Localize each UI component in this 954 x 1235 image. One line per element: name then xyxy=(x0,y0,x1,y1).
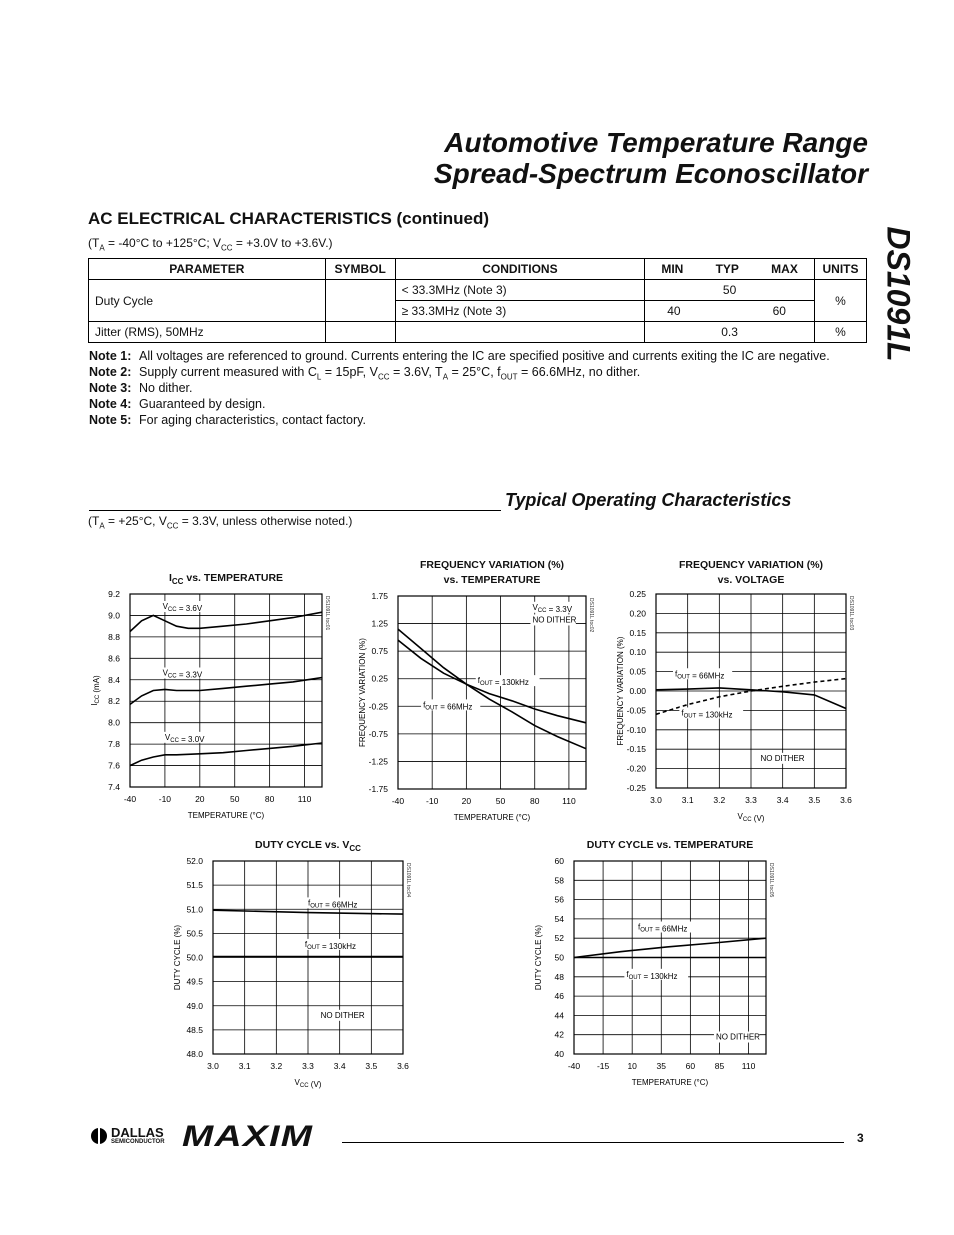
chart-5-x-tick-label: -40 xyxy=(567,1061,581,1071)
chart-3-title: FREQUENCY VARIATION (%) vs. VOLTAGE xyxy=(678,559,824,586)
chart-4-y-tick-label: 52.0 xyxy=(186,856,203,866)
chart-2-x-tick-label: 50 xyxy=(495,796,506,806)
chart-2-y-tick-label: -1.25 xyxy=(368,756,388,767)
dallas-sub: SEMICONDUCTOR xyxy=(111,1139,165,1145)
chart-4-y-tick-label: 49.0 xyxy=(186,1000,203,1011)
chart-1-x-tick-label: 20 xyxy=(195,794,205,804)
chart-5-x-tick-label: 85 xyxy=(714,1061,725,1071)
chart-3-code-label: DS1091L toc03 xyxy=(848,596,854,631)
chart-1-y-tick-label: 8.4 xyxy=(108,674,120,685)
chart-3-y-tick-label: -0.20 xyxy=(626,763,646,774)
cell-typ: 50 xyxy=(645,280,815,301)
chart-1-annotation: $V_{CC} = 3.6V$ xyxy=(162,602,203,614)
chart-5-annotation: $f_{OUT} = 130kHz$ xyxy=(626,969,678,981)
toc-heading: Typical Operating Characteristics xyxy=(505,490,792,510)
note-4: Note 4: Guaranteed by design. xyxy=(89,397,266,411)
chart-5-annotation: $f_{OUT} = 66MHz$ xyxy=(638,922,688,934)
chart-2-y-tick-label: -1.75 xyxy=(368,784,388,794)
chart-1-annotation: $V_{CC} = 3.0V$ xyxy=(164,732,205,744)
chart-2-code-label: DS1091L toc02 xyxy=(588,598,594,633)
chart-1-y-tick-label: 7.6 xyxy=(108,760,120,771)
chart-3-y-tick-label: 0.00 xyxy=(629,686,646,696)
chart-5-y-tick-label: 46 xyxy=(554,991,564,1002)
footer-rule xyxy=(342,1142,844,1143)
chart-2-y-tick-label: 1.25 xyxy=(371,618,388,629)
chart-5-x-tick-label: 60 xyxy=(685,1061,696,1071)
chart-1-annotation: $V_{CC} = 3.3V$ xyxy=(162,668,203,680)
chart-4-title: DUTY CYCLE vs. $V_{CC}$ xyxy=(255,839,361,854)
chart-2-y-axis-label: FREQUENCY VARIATION (%) xyxy=(358,638,367,747)
chart-4-y-tick-label: 51.0 xyxy=(186,904,203,915)
chart-2-series-line xyxy=(398,629,586,749)
chart-1-y-axis-label: $I_{CC}$ (mA) xyxy=(90,675,101,706)
chart-1-x-tick-label: 50 xyxy=(229,794,240,804)
chart-3-y-tick-label: 0.05 xyxy=(629,666,646,677)
chart-2-x-tick-label: -40 xyxy=(391,796,405,806)
chart-1-y-tick-label: 8.6 xyxy=(108,653,120,664)
chart-4-x-tick-label: 3.1 xyxy=(238,1061,251,1071)
chart-4-annotation: $f_{OUT} = 130kHz$ xyxy=(304,939,356,951)
chart-3-y-axis-label: FREQUENCY VARIATION (%) xyxy=(616,636,625,746)
chart-3-y-tick-label: -0.15 xyxy=(626,744,646,755)
chart-1-series-line xyxy=(130,678,322,705)
chart-3-y-tick-label: -0.10 xyxy=(626,724,646,735)
chart-5-annotation: NO DITHER xyxy=(715,1032,760,1042)
chart-4-y-tick-label: 48.5 xyxy=(186,1024,203,1035)
chart-1-code-label: DS1091L toc01 xyxy=(324,596,330,631)
chart-4-y-tick-label: 49.5 xyxy=(186,976,203,987)
chart-1-y-tick-label: 8.0 xyxy=(108,717,120,728)
chart-5-y-tick-label: 54 xyxy=(554,913,564,924)
chart-4-y-tick-label: 51.5 xyxy=(186,880,203,891)
chart-5-code-label: DS1091L toc05 xyxy=(768,863,774,898)
maxim-logo: MAXIM xyxy=(182,1120,314,1153)
chart-2-y-tick-label: -0.25 xyxy=(368,701,388,712)
chart-4-y-tick-label: 50.5 xyxy=(186,928,203,939)
note-2: Note 2: Supply current measured with $C_L = 15pF$, $V_{CC} = 3.6V$, $T_A = 25^\circ C$, $f_{OUT} = 66.6MHz$, no dither. xyxy=(89,365,641,382)
cell-max: 60 xyxy=(772,304,786,318)
chart-5-y-tick-label: 40 xyxy=(554,1049,564,1059)
note-3: Note 3: No dither. xyxy=(89,381,193,395)
chart-4-y-tick-label: 48.0 xyxy=(186,1049,203,1059)
chart-3-y-tick-label: 0.10 xyxy=(629,647,646,658)
cell-conditions: ≥ 33.3MHz (Note 3) xyxy=(395,301,645,322)
chart-2-x-tick-label: 110 xyxy=(562,796,576,806)
chart-4-code-label: DS1091L toc04 xyxy=(405,863,411,898)
chart-5-y-tick-label: 58 xyxy=(554,875,564,886)
chart-3-annotation: $f_{OUT} = 66MHz$ xyxy=(675,669,725,681)
chart-4-annotation: $f_{OUT} = 66MHz$ xyxy=(308,898,358,910)
chart-3-y-tick-label: -0.25 xyxy=(626,783,646,793)
title-line-2: Spread-Spectrum Econoscillator xyxy=(433,158,868,189)
chart-4-x-tick-label: 3.0 xyxy=(207,1061,219,1071)
chart-3-x-tick-label: 3.2 xyxy=(713,795,726,805)
chart-4-x-tick-label: 3.4 xyxy=(333,1061,346,1071)
col-symbol: SYMBOL xyxy=(325,259,395,280)
chart-1-title: $I_{CC}$ vs. TEMPERATURE xyxy=(168,572,284,587)
col-min: MIN xyxy=(661,262,684,276)
cell-typ: 0.3 xyxy=(645,322,815,343)
chart-3-x-axis-label: $V_{CC}$ (V) xyxy=(737,812,765,823)
chart-4-x-axis-label: $V_{CC}$ (V) xyxy=(294,1078,322,1089)
chart-5-y-tick-label: 50 xyxy=(554,952,564,963)
chart-5-x-tick-label: -15 xyxy=(596,1061,610,1071)
chart-2-y-tick-label: 0.25 xyxy=(371,673,388,684)
chart-2-y-tick-label: 1.75 xyxy=(371,591,388,601)
chart-2-annotation: $f_{OUT} = 66MHz$ xyxy=(423,700,473,712)
chart-5-y-tick-label: 60 xyxy=(554,856,564,866)
chart-3-x-tick-label: 3.6 xyxy=(840,795,852,805)
chart-3-x-tick-label: 3.5 xyxy=(808,795,821,805)
col-max: MAX xyxy=(771,262,798,276)
col-typ: TYP xyxy=(715,262,739,276)
chart-3-annotation: $f_{OUT} = 130kHz$ xyxy=(681,708,733,720)
chart-1-y-tick-label: 9.2 xyxy=(108,589,120,599)
chart-1-x-tick-label: -40 xyxy=(123,794,137,804)
chart-3-x-tick-label: 3.4 xyxy=(776,795,789,805)
note-5: Note 5: For aging characteristics, contact factory. xyxy=(89,413,366,427)
chart-1-x-tick-label: 110 xyxy=(297,794,312,804)
chart-1-y-tick-label: 7.8 xyxy=(108,739,120,750)
chart-1-x-tick-label: 80 xyxy=(264,794,275,804)
chart-3-y-tick-label: 0.20 xyxy=(629,608,646,619)
col-parameter: PARAMETER xyxy=(89,259,326,280)
chart-2-x-axis-label: TEMPERATURE (°C) xyxy=(453,813,531,822)
chart-2-annotation: $V_{CC} = 3.3V$ xyxy=(532,602,573,614)
col-units: UNITS xyxy=(814,259,866,280)
cell-units: % xyxy=(814,322,866,343)
cell-min: 40 xyxy=(667,304,681,318)
chart-5-title: DUTY CYCLE vs. TEMPERATURE xyxy=(586,839,754,851)
chart-4-x-tick-label: 3.3 xyxy=(302,1061,314,1071)
cell-parameter: Duty Cycle xyxy=(89,280,326,322)
chart-5-y-tick-label: 48 xyxy=(554,971,564,982)
chart-1-y-tick-label: 8.2 xyxy=(108,696,120,707)
chart-1-y-tick-label: 9.0 xyxy=(108,610,120,621)
chart-4-annotation: NO DITHER xyxy=(320,1010,365,1020)
note-1: Note 1: All voltages are referenced to ground. Currents entering the IC are specified positive and currents exiting the IC are negative. xyxy=(89,349,830,363)
chart-5-y-tick-label: 44 xyxy=(554,1010,564,1021)
chart-4-x-tick-label: 3.2 xyxy=(270,1061,283,1071)
chart-1-x-tick-label: -10 xyxy=(158,794,172,804)
chart-5-x-tick-label: 110 xyxy=(741,1061,756,1071)
chart-5-y-tick-label: 42 xyxy=(554,1029,564,1040)
chart-3-y-tick-label: 0.15 xyxy=(629,627,646,638)
chart-4-y-tick-label: 50.0 xyxy=(186,952,203,963)
chart-3-y-tick-label: -0.05 xyxy=(626,705,646,716)
chart-5-y-axis-label: DUTY CYCLE (%) xyxy=(534,924,543,991)
side-part-number: DS1091L xyxy=(880,226,917,362)
chart-3-y-tick-label: 0.25 xyxy=(629,589,646,599)
chart-3-annotation: NO DITHER xyxy=(760,753,805,763)
chart-2-y-tick-label: -0.75 xyxy=(368,728,388,739)
chart-2-y-tick-label: 0.75 xyxy=(371,646,388,657)
cell-parameter: Jitter (RMS), 50MHz xyxy=(89,322,326,343)
chart-5-y-tick-label: 56 xyxy=(554,894,564,905)
chart-2-x-tick-label: 80 xyxy=(529,796,540,806)
chart-5-x-axis-label: TEMPERATURE (°C) xyxy=(631,1078,709,1087)
chart-1-y-tick-label: 8.8 xyxy=(108,631,120,642)
chart-2-title: FREQUENCY VARIATION (%) vs. TEMPERATURE xyxy=(419,559,565,586)
col-conditions: CONDITIONS xyxy=(395,259,645,280)
ac-conditions: ($T_A = -40^\circ C$ to +125°C; $V_{CC} = +3.0V$ to +3.6V.) xyxy=(88,236,333,253)
ac-heading: AC ELECTRICAL CHARACTERISTICS (continued) xyxy=(88,209,490,228)
cell-units: % xyxy=(814,280,866,322)
chart-2-annotation: NO DITHER xyxy=(532,615,577,625)
chart-4-x-tick-label: 3.5 xyxy=(365,1061,378,1071)
chart-3-x-tick-label: 3.0 xyxy=(650,795,662,805)
cell-conditions: < 33.3MHz (Note 3) xyxy=(395,280,645,301)
title-line-1: Automotive Temperature Range xyxy=(444,127,868,158)
chart-3-x-tick-label: 3.3 xyxy=(745,795,757,805)
chart-1-x-axis-label: TEMPERATURE (°C) xyxy=(187,811,265,820)
chart-4-x-tick-label: 3.6 xyxy=(397,1061,409,1071)
page-number: 3 xyxy=(857,1131,864,1145)
chart-3-x-tick-label: 3.1 xyxy=(681,795,694,805)
chart-2-x-tick-label: -10 xyxy=(426,796,439,806)
chart-5-x-tick-label: 10 xyxy=(627,1061,637,1071)
chart-4-y-axis-label: DUTY CYCLE (%) xyxy=(173,924,182,991)
chart-5-y-tick-label: 52 xyxy=(554,933,564,944)
dallas-wordmark: DALLAS xyxy=(111,1125,164,1140)
chart-2-x-tick-label: 20 xyxy=(461,796,472,806)
chart-2-annotation: $f_{OUT} = 130kHz$ xyxy=(477,676,529,688)
chart-1-y-tick-label: 7.4 xyxy=(108,782,120,792)
chart-1-series-line xyxy=(130,743,322,766)
toc-conditions: ($T_A = +25^\circ C$, $V_{CC} = 3.3V$, unless otherwise noted.) xyxy=(88,514,353,531)
chart-5-x-tick-label: 35 xyxy=(656,1061,667,1071)
